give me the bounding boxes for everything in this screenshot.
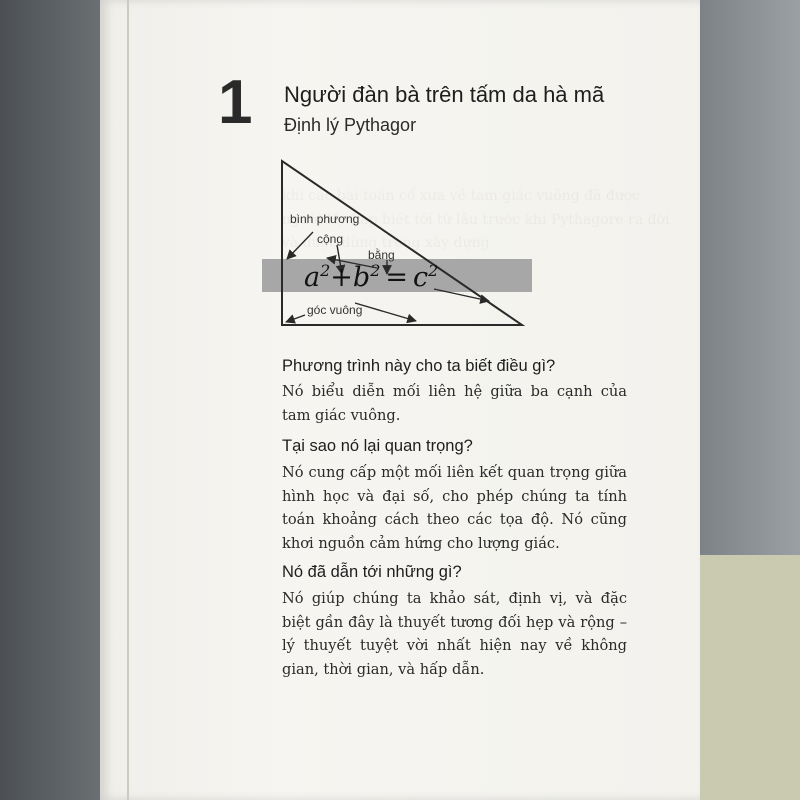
- chapter-title: Người đàn bà trên tấm da hà mã: [284, 82, 605, 107]
- background-left: [0, 0, 100, 800]
- eq-plus: +: [330, 262, 353, 293]
- pythagorean-equation: [304, 263, 438, 291]
- eq-a: a: [304, 262, 321, 293]
- arrow-right-angle: [286, 315, 305, 322]
- label-plus: cộng: [317, 232, 344, 246]
- arrow-square: [287, 232, 313, 259]
- chapter-number: 1: [218, 68, 253, 137]
- answer-1: Nó biểu diễn mối liên hệ giữa ba cạnh của tam giác vuông.: [282, 383, 627, 424]
- question-1: Phương trình này cho ta biết điều gì?: [282, 357, 556, 375]
- eq-b: b: [352, 262, 371, 293]
- answer-2: Nó cung cấp một mối liên kết quan trọng giữa hình học và đại số, cho phép chúng ta tính toán khoảng cách theo các tọa độ. Nó cũng khơi nguồn cảm hứng cho lượng giác.: [282, 464, 627, 552]
- eq-c: c: [413, 262, 429, 293]
- chapter-subtitle: Định lý Pythagor: [284, 115, 417, 135]
- diagram-graphics: [255, 155, 535, 335]
- eq-a-exponent: 2: [320, 261, 331, 280]
- eq-c-exponent: 2: [428, 261, 439, 280]
- arrow-base: [355, 303, 416, 321]
- question-2: Tại sao nó lại quan trọng?: [282, 437, 473, 455]
- eq-b-exponent: 2: [370, 261, 381, 280]
- label-square: bình phương: [290, 212, 360, 226]
- underlying-page: [690, 555, 800, 800]
- label-equals: bằng: [368, 248, 395, 262]
- eq-equals: =: [385, 262, 409, 293]
- label-right-angle: góc vuông: [307, 303, 363, 317]
- question-3: Nó đã dẫn tới những gì?: [282, 563, 462, 581]
- answer-3: Nó giúp chúng ta khảo sát, định vị, và đặc biệt gần đây là thuyết tương đối hẹp và rộng – lý thuyết tuyệt vời nhất hiện nay về không gian, thời gian, và hấp dẫn.: [282, 590, 627, 678]
- page-edge-line: [127, 0, 129, 800]
- pythagoras-diagram: [255, 155, 535, 335]
